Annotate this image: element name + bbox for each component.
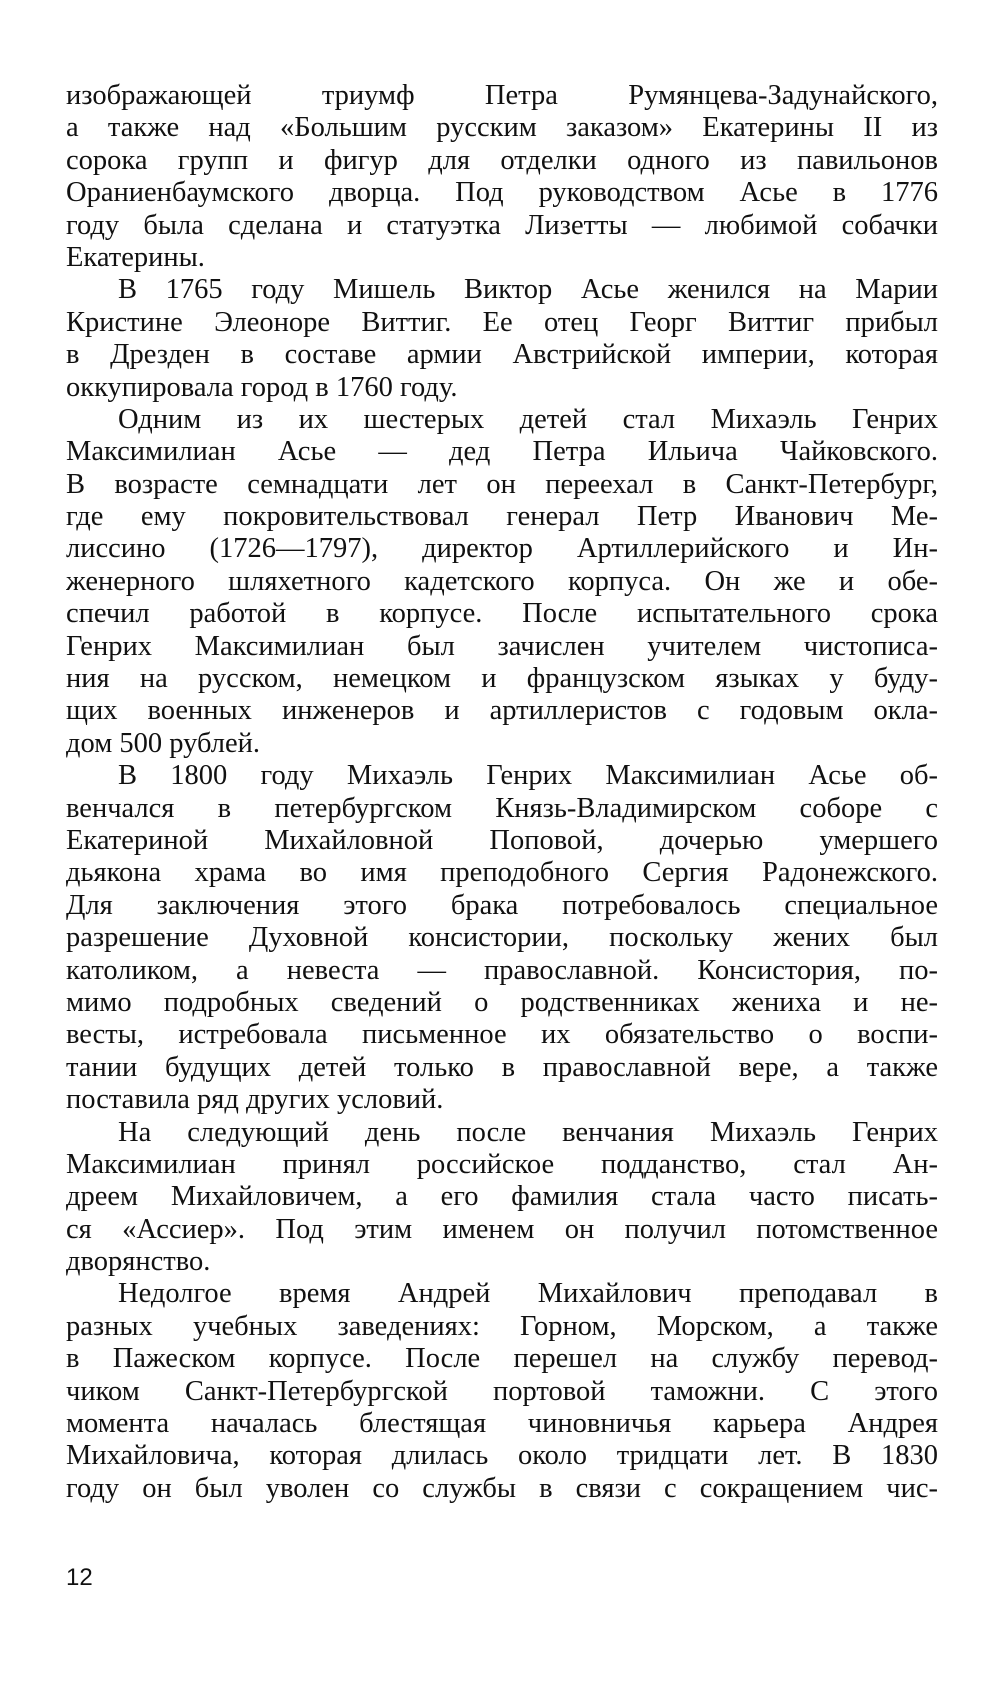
text-line: дьякона храма во имя преподобного Сергия Радонежского. (66, 857, 938, 889)
text-line: щих военных инженеров и артиллеристов с годовым окла- (66, 695, 938, 727)
text-line: тании будущих детей только в православной вере, а также (66, 1051, 938, 1083)
text-line: сорока групп и фигур для отделки одного из павильонов (66, 144, 938, 176)
text-line: В 1765 году Мишель Виктор Асье женился на Марии (118, 274, 938, 306)
page-text (66, 80, 938, 1505)
page-number: 12 (66, 1564, 93, 1591)
text-line: Ораниенбаумского дворца. Под руководством Асье в 1776 (66, 177, 938, 209)
paragraph (66, 404, 938, 760)
text-line: в Пажеском корпусе. После перешел на службу перевод- (66, 1343, 938, 1375)
text-line: Для заключения этого брака потребовалось специальное (66, 889, 938, 921)
text-line: разрешение Духовной консистории, поскольку жених был (66, 922, 938, 954)
text-line: В 1800 году Михаэль Генрих Максимилиан Асье об- (118, 760, 938, 792)
text-line: мимо подробных сведений о родственниках жениха и не- (66, 986, 938, 1018)
text-line: изображающей триумф Петра Румянцева-Задунайского, (66, 80, 938, 111)
text-line: лиссино (1726—1797), директор Артиллерийского и Ин- (66, 533, 938, 565)
text-line: На следующий день после венчания Михаэль Генрих (118, 1116, 938, 1148)
text-line: Кристине Элеоноре Виттиг. Ее отец Георг Виттиг прибыл (66, 306, 938, 338)
text-line: разных учебных заведениях: Горном, Морском, а также (66, 1310, 938, 1342)
paragraph (66, 274, 938, 404)
text-line: Екатерины. (66, 241, 205, 273)
text-line: спечил работой в корпусе. После испытательного срока (66, 598, 938, 630)
text-line: Максимилиан принял российское подданство, стал Ан- (66, 1148, 938, 1180)
text-line: Михайловича, которая длилась около тридцати лет. В 1830 (66, 1440, 938, 1472)
text-line: Максимилиан Асье — дед Петра Ильича Чайковского. (66, 436, 938, 468)
paragraph (66, 1117, 938, 1279)
text-line: оккупировала город в 1760 году. (66, 371, 458, 403)
text-line: чиком Санкт-Петербургской портовой таможни. С этого (66, 1375, 938, 1407)
text-line: католиком, а невеста — православной. Консистория, по- (66, 954, 938, 986)
text-line: Одним из их шестерых детей стал Михаэль Генрих (118, 403, 938, 435)
text-line: Недолгое время Андрей Михайлович преподавал в (118, 1278, 938, 1310)
text-line: момента началась блестящая чиновничья карьера Андрея (66, 1408, 938, 1440)
text-line: ния на русском, немецком и французском языках у буду- (66, 663, 938, 695)
text-line: дреем Михайловичем, а его фамилия стала часто писать- (66, 1181, 938, 1213)
text-line: женерного шляхетного кадетского корпуса. Он же и обе- (66, 565, 938, 597)
text-line: Генрих Максимилиан был зачислен учителем чистописа- (66, 630, 938, 662)
paragraph (66, 80, 938, 274)
text-line: В возрасте семнадцати лет он переехал в Санкт-Петербург, (66, 468, 938, 500)
paragraph (66, 760, 938, 1116)
text-line: а также над «Большим русским заказом» Екатерины II из (66, 112, 938, 144)
text-line: где ему покровительствовал генерал Петр Иванович Ме- (66, 501, 938, 533)
text-line: весты, истребовала письменное их обязательство о воспи- (66, 1019, 938, 1051)
text-line: дворянство. (66, 1246, 211, 1278)
paragraph (66, 1278, 938, 1505)
text-line: Екатериной Михайловной Поповой, дочерью умершего (66, 824, 938, 856)
text-line: году была сделана и статуэтка Лизетты — любимой собачки (66, 209, 938, 241)
text-line: венчался в петербургском Князь-Владимирском соборе с (66, 792, 938, 824)
text-line: дом 500 рублей. (66, 727, 261, 759)
text-line: в Дрезден в составе армии Австрийской империи, которая (66, 339, 938, 371)
text-line: поставила ряд других условий. (66, 1084, 444, 1116)
text-line: году он был уволен со службы в связи с сокращением чис- (66, 1472, 938, 1504)
text-line: ся «Ассиер». Под этим именем он получил потомственное (66, 1213, 938, 1245)
